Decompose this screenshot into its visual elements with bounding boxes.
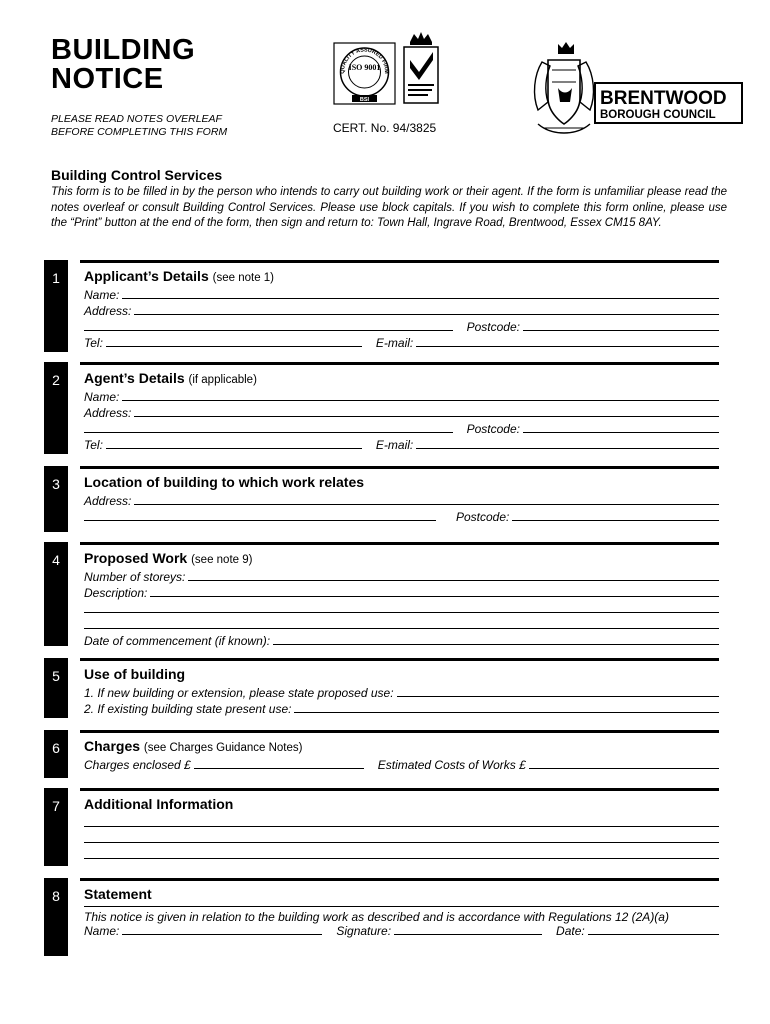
section-number: 7 — [44, 788, 68, 866]
additional-info-line[interactable] — [84, 814, 719, 830]
additional-info-line[interactable] — [84, 846, 719, 862]
section-additional-info — [44, 788, 719, 866]
council-name-2: BOROUGH COUNCIL — [600, 109, 716, 121]
accreditation-crown-check-icon — [402, 30, 440, 105]
proposed-use-field[interactable]: 1. If new building or extension, please state proposed use: — [84, 684, 719, 700]
present-use-field[interactable]: 2. If existing building state present use: — [84, 700, 719, 716]
charges-field[interactable]: Charges enclosed £ Estimated Costs of Works £ — [84, 756, 719, 772]
agent-name-field[interactable]: Name: — [84, 388, 719, 404]
applicant-contact-field[interactable]: Tel: E-mail: — [84, 334, 719, 350]
applicant-postcode-field[interactable]: Postcode: — [84, 318, 719, 334]
section-location — [44, 466, 719, 532]
form-title — [51, 36, 195, 94]
commencement-field[interactable]: Date of commencement (if known): — [84, 632, 719, 648]
agent-postcode-field[interactable]: Postcode: — [84, 420, 719, 436]
section-number: 2 — [44, 362, 68, 454]
statement-signoff-field[interactable]: Name: Signature: Date: — [84, 924, 719, 938]
cert-number: CERT. No. 94/3825 — [333, 121, 437, 135]
section-proposed-work — [44, 542, 719, 646]
council-name-1: BRENTWOOD — [600, 88, 727, 109]
section-charges — [44, 730, 719, 778]
description-field[interactable]: Description: — [84, 584, 719, 600]
section-applicant — [44, 260, 719, 352]
intro-text: This form is to be filled in by the person who intends to carry out building work or their agent. If the form is unfamiliar please read the notes overleaf or consult Building Control Services. Please use block capitals. If you wish to complete this form online, please use the “Print” button at the end of the form, then sign and return to: Town Hall, Ingrave Road, Brentwood, Essex CM15 8AY. — [51, 186, 727, 229]
additional-info-line[interactable] — [84, 830, 719, 846]
iso-text: ISO 9001 — [348, 63, 381, 72]
note-line-1: PLEASE READ NOTES OVERLEAF — [51, 113, 222, 125]
note-line-2: BEFORE COMPLETING THIS FORM — [51, 126, 228, 138]
section-number: 1 — [44, 260, 68, 352]
section-title: Additional Information — [84, 796, 234, 812]
iso-small: BSI — [359, 97, 370, 103]
brentwood-council-logo — [524, 40, 744, 140]
location-postcode-field[interactable]: Postcode: — [84, 508, 719, 524]
section-number: 4 — [44, 542, 68, 646]
applicant-address-field[interactable]: Address: — [84, 302, 719, 318]
agent-address-field[interactable]: Address: — [84, 404, 719, 420]
section-number: 5 — [44, 658, 68, 718]
statement-text: This notice is given in relation to the building work as described and is accordance with Regulations 12 (2A)(a) — [84, 910, 669, 924]
storeys-field[interactable]: Number of storeys: — [84, 568, 719, 584]
building-control-heading: Building Control Services — [51, 167, 223, 183]
section-use-of-building — [44, 658, 719, 718]
agent-contact-field[interactable]: Tel: E-mail: — [84, 436, 719, 452]
section-number: 8 — [44, 878, 68, 956]
section-title: Location of building to which work relates — [84, 474, 365, 490]
section-title: Charges (see Charges Guidance Notes) — [84, 738, 303, 754]
section-number: 3 — [44, 466, 68, 532]
section-agent — [44, 362, 719, 454]
section-statement — [44, 878, 719, 956]
section-title: Agent’s Details (if applicable) — [84, 370, 257, 386]
iso-9001-logo — [333, 42, 396, 105]
instruction-note — [51, 113, 227, 139]
section-title: Use of building — [84, 666, 186, 682]
title-line-1: BUILDING — [51, 34, 196, 66]
section-title: Statement — [84, 886, 152, 902]
section-number: 6 — [44, 730, 68, 778]
description-line[interactable] — [84, 600, 719, 616]
section-title: Applicant’s Details (see note 1) — [84, 268, 275, 284]
location-address-field[interactable]: Address: — [84, 492, 719, 508]
applicant-name-field[interactable]: Name: — [84, 286, 719, 302]
iso-ring-text: QUALITY ASSURED FIRM — [339, 47, 390, 74]
section-title: Proposed Work (see note 9) — [84, 550, 253, 566]
description-line[interactable] — [84, 616, 719, 632]
title-line-2: NOTICE — [51, 63, 164, 95]
